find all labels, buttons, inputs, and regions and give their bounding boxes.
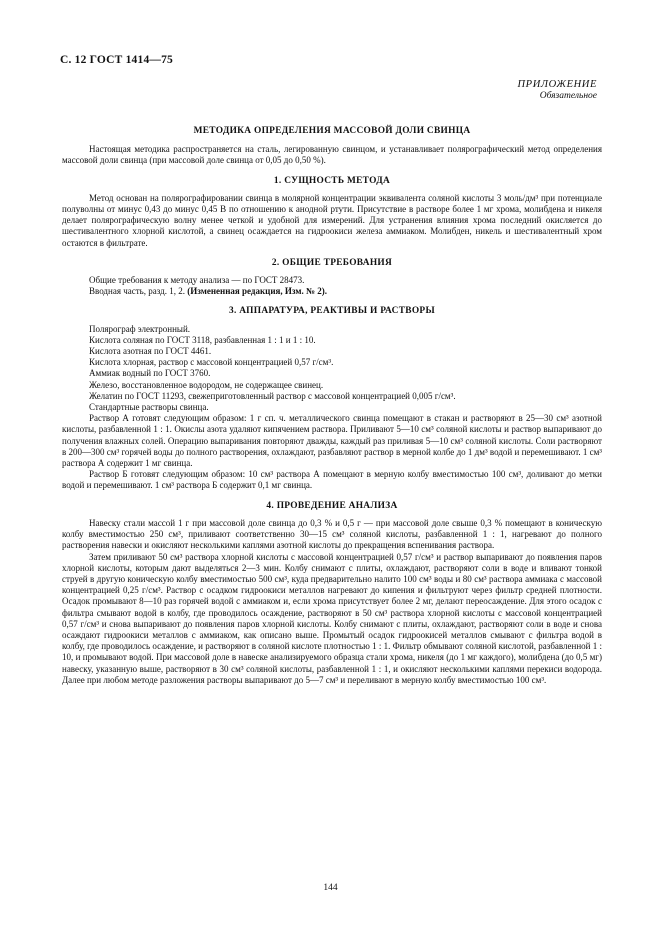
section-4-heading: 4. ПРОВЕДЕНИЕ АНАЛИЗА bbox=[266, 500, 398, 511]
page-number: 144 bbox=[323, 883, 338, 893]
section-1-heading: 1. СУЩНОСТЬ МЕТОДА bbox=[273, 175, 391, 186]
section-4-paragraph-1: Навеску стали массой 1 г при массовой доле свинца до 0,3 % и 0,5 г — при массовой доле свыше 0,3 % помещают в коническую колбу вместимостью 250 см³, приливают соответственно 30—15 см³ соляной кислоты, разбавленной 1 : 1, нагревают до полного растворения навески и окисляют несколькими каплями азотной кислоты до прекращения вспенивания раствора. bbox=[62, 517, 602, 551]
section-2-line-2 bbox=[62, 286, 602, 297]
reagent-item: Аммиак водный по ГОСТ 3760. bbox=[89, 368, 211, 379]
document-body bbox=[62, 126, 602, 686]
reagent-item: Кислота хлорная, раствор с массовой концентрацией 0,57 г/см³. bbox=[89, 357, 334, 368]
reagent-item: Стандартные растворы свинца. bbox=[89, 402, 209, 413]
document-header: С. 12 ГОСТ 1414—75 bbox=[60, 54, 173, 66]
reagent-item: Желатин по ГОСТ 11293, свежеприготовленный раствор с массовой концентрацией 0,005 г/см³. bbox=[89, 390, 456, 401]
section-3-heading: 3. АППАРАТУРА, РЕАКТИВЫ И РАСТВОРЫ bbox=[229, 306, 435, 317]
reagent-item: Полярограф электронный. bbox=[89, 323, 191, 334]
section-2-line-1: Общие требования к методу анализа — по ГОСТ 28473. bbox=[89, 275, 305, 286]
section-1-text: Метод основан на полярографировании свинца в молярной концентрации эквивалента соляной кислоты 3 моль/дм³ при потенциале полуволны от минус 0,43 до минус 0,45 В по отношению к анодной ртути. Присутствие в растворе более 1 мг хрома, молибдена и никеля делает полярографическую волну менее четкой и удобной для измерений. Для устранения влияния хрома последний окисляется до шестивалентного хлорной кислотой, а свинец осаждается на гидроокиси железа аммиаком. Молибден, никель и шестивалентный хром остаются в фильтрате. bbox=[62, 192, 602, 248]
reagent-list bbox=[62, 324, 602, 414]
section-2-heading: 2. ОБЩИЕ ТРЕБОВАНИЯ bbox=[271, 257, 393, 268]
solution-b-paragraph: Раствор Б готовят следующим образом: 10 см³ раствора А помещают в мерную колбу вместимостью 100 см³, доливают до метки водой и перемешивают. 1 см³ раствора Б содержит 0,1 мг свинца. bbox=[62, 469, 602, 491]
amendment-note: (Измененная редакция, Изм. № 2). bbox=[187, 286, 328, 297]
reagent-item: Кислота соляная по ГОСТ 3118, разбавленная 1 : 1 и 1 : 10. bbox=[89, 334, 316, 345]
reagent-item: Кислота азотная по ГОСТ 4461. bbox=[89, 346, 212, 357]
reagent-item: Железо, восстановленное водородом, не содержащее свинец. bbox=[89, 379, 324, 390]
annex-label bbox=[518, 79, 598, 101]
section-2-line-2-text: Вводная часть, разд. 1, 2. bbox=[89, 286, 188, 297]
solution-a-paragraph: Раствор А готовят следующим образом: 1 г сп. ч. металлического свинца помещают в стакан и растворяют в 25—30 см³ азотной кислоты, разбавленной 1 : 1. Окислы азота удаляют кипячением раствора. Приливают 5—10 см³ соляной кислоты и раствор выпаривают до получения влажных солей. Операцию выпаривания повторяют дважды, каждый раз приливая 5—10 см³ соляной кислоты. Соли растворяют в 200—300 см³ горячей воды до полного растворения, охлаждают, разбавляют раствор в мерной колбе до 1 дм³ водой и перемешивают. 1 см³ раствора А содержит 1 мг свинца. bbox=[62, 413, 602, 469]
annex-title: ПРИЛОЖЕНИЕ bbox=[517, 79, 597, 90]
intro-paragraph: Настоящая методика распространяется на сталь, легированную свинцом, и устанавливает полярографический метод определения массовой доли свинца (при массовой доле свинца от 0,05 до 0,50 %). bbox=[62, 144, 602, 166]
document-title: МЕТОДИКА ОПРЕДЕЛЕНИЯ МАССОВОЙ ДОЛИ СВИНЦА bbox=[193, 126, 471, 136]
section-4-paragraph-2: Затем приливают 50 см³ раствора хлорной кислоты с массовой концентрацией 0,57 г/см³ и раствор выпаривают до появления паров хлорной кислоты, которым дают выделяться 2—3 мин. Колбу снимают с плиты, охлаждают, растворяют соли в воде и вливают тонкой струей в другую коническую колбу вместимостью 500 см³, куда предварительно налито 100 см³ воды и 80 см³ раствора аммиака с массовой концентрацией 0,25 г/см³. Раствор с осадком гидроокиси металлов нагревают до кипения и фильтруют через фильтр средней плотности. Осадок промывают 8—10 раз горячей водой с аммиаком и, если хрома присутствует более 2 мг, делают переосаждение. Для этого осадок с фильтра смывают водой в колбу, где проводилось осаждение, растворяют в 50 см³ раствора хлорной кислоты с массовой концентрацией 0,57 г/см³ и снова выпаривают до появления паров хлорной кислоты. Колбу снимают с плиты, охлаждают, растворяют соли в воде и снова осаждают гидроокиси металлов с аммиаком, как описано выше. Промытый осадок гидроокисей металлов смывают с фильтра водой в колбу, где проводилось осаждение, и растворяют в соляной кислоте плотностью 1 : 1. Фильтр обмывают соляной кислотой, разбавленной 1 : 10, и промывают водой. При массовой доле в навеске анализируемого образца стали хрома, никеля (до 1 мг каждого), молибдена (до 0,5 мг) навеску, указанную выше, растворяют в 30 см³ соляной кислоты, разбавленной 1 : 1, и окисляют несколькими каплями перекиси водорода. Далее при любом методе разложения растворы выпаривают до 5—7 см³ и переливают в мерную колбу вместимостью 100 см³. bbox=[62, 551, 602, 685]
annex-status: Обязательное bbox=[539, 91, 597, 101]
